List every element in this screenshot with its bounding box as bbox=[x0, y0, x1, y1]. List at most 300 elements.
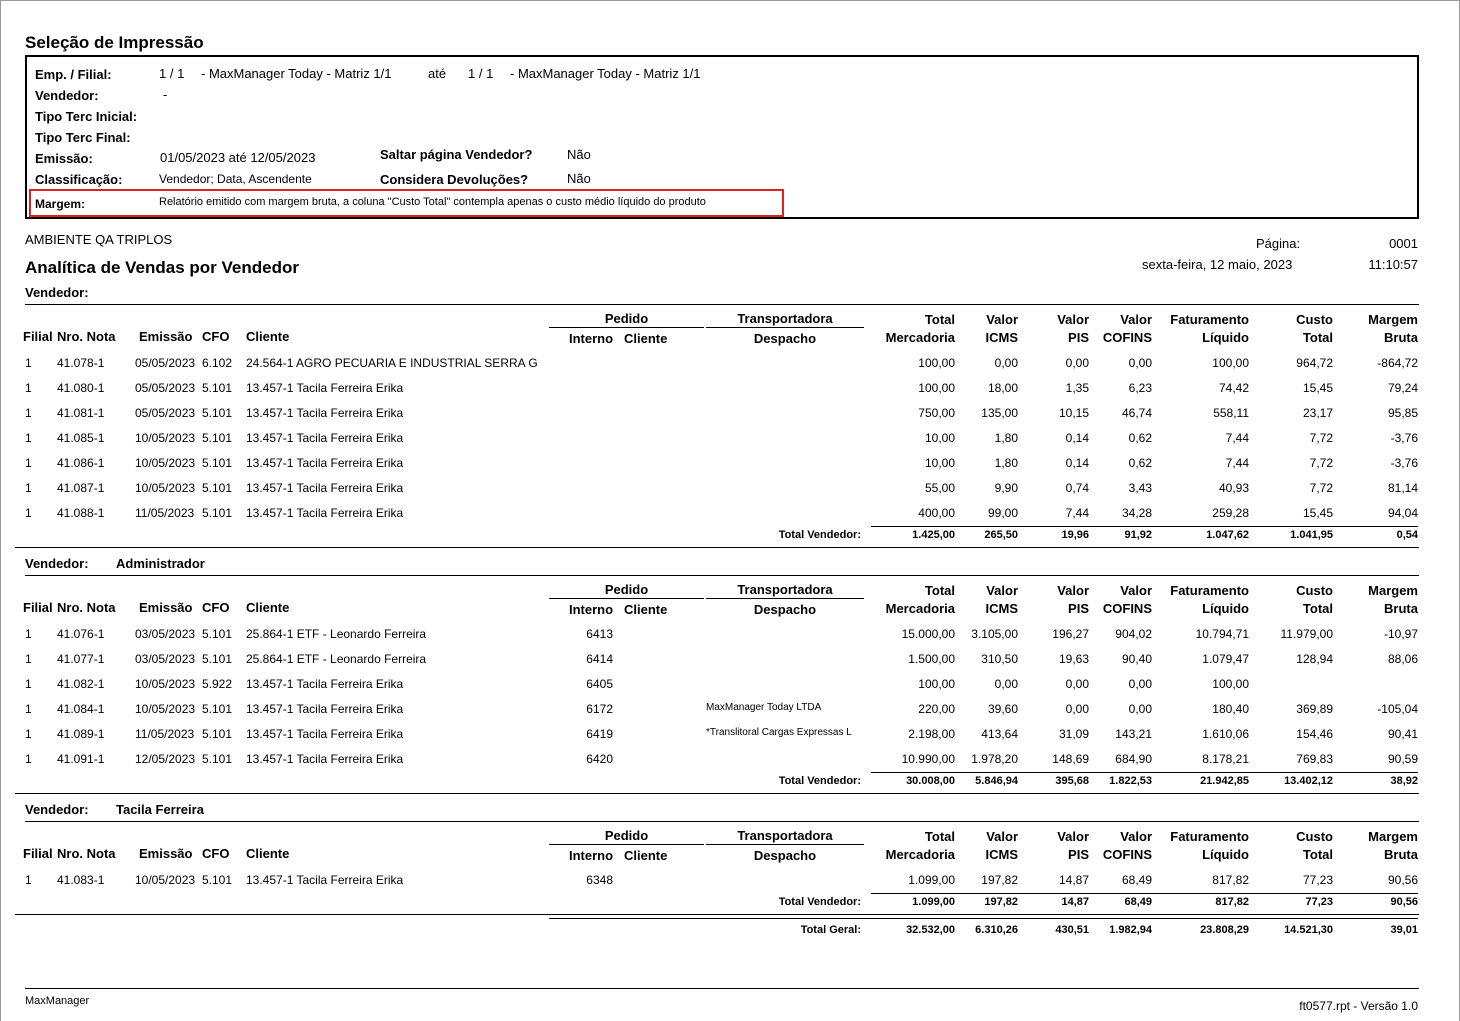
grand-total-mercadoria: 32.532,00 bbox=[906, 924, 955, 936]
cell-liquido: 1.079,47 bbox=[1202, 652, 1249, 666]
cell-filial: 1 bbox=[25, 652, 32, 666]
cell-nro-nota: 41.088-1 bbox=[57, 506, 105, 520]
cell-icms: 1.978,20 bbox=[971, 752, 1018, 766]
cell-cofins: 0,00 bbox=[1128, 702, 1152, 716]
cell-margem: -3,76 bbox=[1390, 456, 1418, 470]
cell-cfo: 6.102 bbox=[202, 356, 233, 370]
col-bruta-header: Bruta bbox=[1384, 601, 1418, 616]
vendedor-label: Vendedor: bbox=[25, 802, 89, 817]
cell-filial: 1 bbox=[25, 356, 32, 370]
cell-mercadoria: 10,00 bbox=[924, 431, 955, 445]
classificacao-label: Classificação: bbox=[35, 172, 123, 187]
pagina-value: 0001 bbox=[1389, 236, 1418, 251]
cell-cfo: 5.101 bbox=[202, 481, 233, 495]
cell-pis: 0,14 bbox=[1065, 431, 1089, 445]
cell-despacho: MaxManager Today LTDA bbox=[706, 702, 822, 713]
col-icms-header: ICMS bbox=[985, 330, 1018, 345]
footer-rule bbox=[25, 988, 1419, 989]
cell-pis: 0,00 bbox=[1065, 356, 1089, 370]
cell-icms: 3.105,00 bbox=[971, 627, 1018, 641]
saltar-pagina-value: Não bbox=[567, 147, 591, 162]
col-pis-header: PIS bbox=[1068, 847, 1089, 862]
cell-cfo: 5.101 bbox=[202, 456, 233, 470]
tipo-terc-final-label: Tipo Terc Final: bbox=[35, 130, 131, 145]
cell-mercadoria: 2.198,00 bbox=[908, 727, 955, 741]
cell-icms: 0,00 bbox=[994, 356, 1018, 370]
col-valor-icms-header: Valor bbox=[986, 312, 1018, 327]
total-vendedor-pis: 14,87 bbox=[1061, 896, 1089, 908]
col-pedido-cliente-header: Cliente bbox=[624, 602, 668, 617]
cell-margem: 88,06 bbox=[1387, 652, 1418, 666]
cell-custo: 964,72 bbox=[1296, 356, 1333, 370]
classificacao-value: Vendedor; Data, Ascendente bbox=[159, 172, 312, 186]
considera-devolucoes-value: Não bbox=[567, 171, 591, 186]
cell-margem: -10,97 bbox=[1383, 627, 1418, 641]
margem-label: Margem: bbox=[35, 197, 86, 211]
cell-cofins: 90,40 bbox=[1121, 652, 1152, 666]
cell-filial: 1 bbox=[25, 727, 32, 741]
cell-custo: 7,72 bbox=[1309, 431, 1333, 445]
grand-total-rule bbox=[549, 918, 1418, 919]
col-cliente-header: Cliente bbox=[246, 846, 290, 861]
col-filial-header: Filial bbox=[23, 329, 53, 344]
grand-total-label: Total Geral: bbox=[800, 924, 861, 936]
emp-from-code: 1 / 1 bbox=[159, 66, 185, 81]
cell-pis: 1,35 bbox=[1065, 381, 1089, 395]
cell-cofins: 0,00 bbox=[1128, 356, 1152, 370]
cell-cofins: 46,74 bbox=[1121, 406, 1152, 420]
cell-interno: 6405 bbox=[586, 677, 613, 691]
cell-pis: 148,69 bbox=[1052, 752, 1089, 766]
report-time: 11:10:57 bbox=[1368, 257, 1418, 272]
cell-emissao: 11/05/2023 bbox=[135, 506, 195, 520]
cell-cofins: 904,02 bbox=[1115, 627, 1152, 641]
total-vendedor-icms: 265,50 bbox=[984, 529, 1018, 541]
cell-cofins: 143,21 bbox=[1115, 727, 1152, 741]
col-despacho-header: Despacho bbox=[753, 848, 817, 863]
cell-cliente: 13.457-1 Tacila Ferreira Erika bbox=[246, 431, 404, 445]
col-despacho-header: Despacho bbox=[753, 602, 817, 617]
grand-total-liquido: 23.808,29 bbox=[1200, 924, 1249, 936]
col-mercadoria-header: Mercadoria bbox=[885, 601, 955, 616]
col-margem-header: Margem bbox=[1368, 829, 1418, 844]
cell-mercadoria: 1.099,00 bbox=[908, 873, 955, 887]
col-icms-header: ICMS bbox=[985, 847, 1018, 862]
cell-custo: 11.979,00 bbox=[1280, 627, 1333, 641]
ambiente-label: AMBIENTE QA TRIPLOS bbox=[25, 232, 173, 247]
group-divider bbox=[15, 914, 1419, 915]
total-vendedor-icms: 197,82 bbox=[984, 896, 1018, 908]
col-pedido-header: Pedido bbox=[604, 582, 649, 597]
cell-liquido: 10.794,71 bbox=[1195, 627, 1249, 641]
cell-cofins: 6,23 bbox=[1128, 381, 1152, 395]
cell-margem: -864,72 bbox=[1377, 356, 1418, 370]
cell-mercadoria: 100,00 bbox=[918, 677, 955, 691]
col-cofins-header: COFINS bbox=[1102, 330, 1152, 345]
cell-pis: 196,27 bbox=[1052, 627, 1089, 641]
emissao-label: Emissão: bbox=[35, 151, 93, 166]
total-vendedor-liquido: 1.047,62 bbox=[1206, 529, 1249, 541]
group-divider bbox=[15, 547, 1419, 548]
cell-liquido: 259,28 bbox=[1212, 506, 1249, 520]
col-margem-header: Margem bbox=[1368, 312, 1418, 327]
grand-total-icms: 6.310,26 bbox=[975, 924, 1018, 936]
transportadora-rule bbox=[706, 327, 864, 328]
cell-cfo: 5.101 bbox=[202, 506, 233, 520]
cell-cofins: 68,49 bbox=[1121, 873, 1152, 887]
considera-devolucoes-label: Considera Devoluções? bbox=[380, 172, 529, 187]
group-divider bbox=[15, 793, 1419, 794]
total-vendedor-cofins: 91,92 bbox=[1124, 529, 1152, 541]
cell-filial: 1 bbox=[25, 752, 32, 766]
emp-from-name: - MaxManager Today - Matriz 1/1 bbox=[201, 66, 392, 81]
cell-cliente: 13.457-1 Tacila Ferreira Erika bbox=[246, 481, 404, 495]
cell-pis: 31,09 bbox=[1058, 727, 1089, 741]
cell-filial: 1 bbox=[25, 873, 32, 887]
cell-liquido: 74,42 bbox=[1218, 381, 1249, 395]
cell-cfo: 5.101 bbox=[202, 752, 233, 766]
cell-mercadoria: 10.990,00 bbox=[901, 752, 955, 766]
cell-nro-nota: 41.086-1 bbox=[57, 456, 105, 470]
col-valor-icms-header: Valor bbox=[986, 829, 1018, 844]
margem-value: Relatório emitido com margem bruta, a coluna "Custo Total" contempla apenas o custo médio líquido do produto bbox=[159, 196, 706, 208]
col-liquido-header: Líquido bbox=[1202, 601, 1249, 616]
col-cofins-header: COFINS bbox=[1102, 847, 1152, 862]
cell-filial: 1 bbox=[25, 406, 32, 420]
total-vendedor-label: Total Vendedor: bbox=[778, 775, 861, 787]
col-emissao-header: Emissão bbox=[139, 329, 193, 344]
cell-mercadoria: 220,00 bbox=[918, 702, 955, 716]
cell-cfo: 5.101 bbox=[202, 381, 233, 395]
total-vendedor-rule bbox=[871, 526, 1418, 527]
cell-cliente: 13.457-1 Tacila Ferreira Erika bbox=[246, 752, 404, 766]
vendedor-rule bbox=[25, 821, 1419, 822]
cell-emissao: 05/05/2023 bbox=[135, 406, 196, 420]
cell-despacho: *Translitoral Cargas Expressas L bbox=[706, 727, 852, 738]
cell-emissao: 03/05/2023 bbox=[135, 652, 196, 666]
cell-nro-nota: 41.085-1 bbox=[57, 431, 105, 445]
col-liquido-header: Líquido bbox=[1202, 330, 1249, 345]
cell-custo: 15,45 bbox=[1302, 506, 1333, 520]
cell-liquido: 817,82 bbox=[1212, 873, 1249, 887]
cell-nro-nota: 41.091-1 bbox=[57, 752, 105, 766]
cell-custo: 369,89 bbox=[1296, 702, 1333, 716]
col-custo-total-header: Total bbox=[1302, 601, 1333, 616]
col-filial-header: Filial bbox=[23, 846, 53, 861]
cell-cliente: 13.457-1 Tacila Ferreira Erika bbox=[246, 702, 404, 716]
selection-title: Seleção de Impressão bbox=[25, 33, 204, 52]
pagina-label: Página: bbox=[1256, 236, 1301, 251]
cell-custo: 77,23 bbox=[1302, 873, 1333, 887]
col-transportadora-header: Transportadora bbox=[737, 311, 833, 326]
cell-pis: 10,15 bbox=[1058, 406, 1089, 420]
total-vendedor-mercadoria: 30.008,00 bbox=[906, 775, 955, 787]
cell-emissao: 10/05/2023 bbox=[135, 702, 196, 716]
cell-custo: 23,17 bbox=[1302, 406, 1333, 420]
total-vendedor-margem: 38,92 bbox=[1390, 775, 1418, 787]
cell-mercadoria: 100,00 bbox=[918, 356, 955, 370]
emissao-value: 01/05/2023 até 12/05/2023 bbox=[160, 150, 316, 165]
cell-cfo: 5.101 bbox=[202, 727, 233, 741]
cell-margem: -105,04 bbox=[1377, 702, 1418, 716]
footer-left: MaxManager bbox=[25, 995, 90, 1007]
cell-emissao: 10/05/2023 bbox=[135, 481, 196, 495]
col-bruta-header: Bruta bbox=[1384, 330, 1418, 345]
cell-margem: 95,85 bbox=[1387, 406, 1418, 420]
vendedor-name: Tacila Ferreira bbox=[116, 802, 204, 817]
cell-icms: 135,00 bbox=[981, 406, 1018, 420]
col-icms-header: ICMS bbox=[985, 601, 1018, 616]
cell-nro-nota: 41.082-1 bbox=[57, 677, 105, 691]
cell-cfo: 5.101 bbox=[202, 652, 233, 666]
cell-interno: 6414 bbox=[586, 652, 613, 666]
total-vendedor-pis: 395,68 bbox=[1055, 775, 1089, 787]
cell-liquido: 7,44 bbox=[1225, 456, 1249, 470]
transportadora-rule bbox=[706, 844, 864, 845]
col-faturamento-header: Faturamento bbox=[1170, 583, 1249, 598]
col-total-header: Total bbox=[924, 829, 955, 844]
cell-custo: 128,94 bbox=[1296, 652, 1333, 666]
col-custo-header: Custo bbox=[1296, 312, 1333, 327]
col-faturamento-header: Faturamento bbox=[1170, 312, 1249, 327]
col-cfo-header: CFO bbox=[202, 329, 230, 344]
cell-emissao: 11/05/2023 bbox=[135, 727, 195, 741]
cell-icms: 197,82 bbox=[981, 873, 1018, 887]
cell-icms: 18,00 bbox=[987, 381, 1018, 395]
total-vendedor-rule bbox=[871, 893, 1418, 894]
col-mercadoria-header: Mercadoria bbox=[885, 847, 955, 862]
col-liquido-header: Líquido bbox=[1202, 847, 1249, 862]
cell-cofins: 0,00 bbox=[1128, 677, 1152, 691]
cell-liquido: 100,00 bbox=[1212, 356, 1249, 370]
grand-total-pis: 430,51 bbox=[1055, 924, 1089, 936]
vendedor-label: Vendedor: bbox=[25, 285, 89, 300]
cell-nro-nota: 41.077-1 bbox=[57, 652, 105, 666]
col-valor-cofins-header: Valor bbox=[1120, 829, 1152, 844]
saltar-pagina-label: Saltar página Vendedor? bbox=[380, 147, 533, 162]
cell-nro-nota: 41.081-1 bbox=[57, 406, 105, 420]
cell-pis: 0,74 bbox=[1065, 481, 1089, 495]
total-vendedor-liquido: 21.942,85 bbox=[1200, 775, 1249, 787]
cell-liquido: 7,44 bbox=[1225, 431, 1249, 445]
cell-cliente: 13.457-1 Tacila Ferreira Erika bbox=[246, 406, 404, 420]
cell-liquido: 180,40 bbox=[1212, 702, 1249, 716]
cell-emissao: 10/05/2023 bbox=[135, 677, 196, 691]
cell-icms: 0,00 bbox=[994, 677, 1018, 691]
col-transportadora-header: Transportadora bbox=[737, 828, 833, 843]
cell-margem: 81,14 bbox=[1387, 481, 1418, 495]
col-pedido-header: Pedido bbox=[604, 828, 649, 843]
cell-cliente: 24.564-1 AGRO PECUARIA E INDUSTRIAL SERRA G bbox=[246, 356, 538, 370]
total-vendedor-liquido: 817,82 bbox=[1215, 896, 1249, 908]
cell-nro-nota: 41.076-1 bbox=[57, 627, 105, 641]
col-margem-header: Margem bbox=[1368, 583, 1418, 598]
col-custo-header: Custo bbox=[1296, 829, 1333, 844]
col-pis-header: PIS bbox=[1068, 330, 1089, 345]
col-mercadoria-header: Mercadoria bbox=[885, 330, 955, 345]
total-vendedor-mercadoria: 1.099,00 bbox=[912, 896, 955, 908]
cell-pis: 0,00 bbox=[1065, 702, 1089, 716]
col-cliente-header: Cliente bbox=[246, 600, 290, 615]
cell-cliente: 13.457-1 Tacila Ferreira Erika bbox=[246, 506, 404, 520]
total-vendedor-pis: 19,96 bbox=[1061, 529, 1089, 541]
cell-pis: 14,87 bbox=[1058, 873, 1089, 887]
cell-filial: 1 bbox=[25, 627, 32, 641]
cell-filial: 1 bbox=[25, 677, 32, 691]
cell-icms: 413,64 bbox=[981, 727, 1018, 741]
cell-interno: 6172 bbox=[586, 702, 613, 716]
cell-emissao: 12/05/2023 bbox=[135, 752, 196, 766]
cell-interno: 6420 bbox=[586, 752, 613, 766]
cell-mercadoria: 100,00 bbox=[918, 381, 955, 395]
col-pedido-cliente-header: Cliente bbox=[624, 331, 668, 346]
cell-icms: 39,60 bbox=[987, 702, 1018, 716]
pedido-rule bbox=[549, 844, 704, 845]
col-emissao-header: Emissão bbox=[139, 846, 193, 861]
col-filial-header: Filial bbox=[23, 600, 53, 615]
vendedor-rule bbox=[25, 304, 1419, 305]
cell-cliente: 25.864-1 ETF - Leonardo Ferreira bbox=[246, 652, 427, 666]
cell-mercadoria: 55,00 bbox=[924, 481, 955, 495]
cell-custo: 769,83 bbox=[1296, 752, 1333, 766]
grand-total-cofins: 1.982,94 bbox=[1109, 924, 1152, 936]
cell-emissao: 05/05/2023 bbox=[135, 381, 196, 395]
cell-liquido: 1.610,06 bbox=[1202, 727, 1249, 741]
cell-cofins: 3,43 bbox=[1128, 481, 1152, 495]
total-vendedor-label: Total Vendedor: bbox=[778, 896, 861, 908]
transportadora-rule bbox=[706, 598, 864, 599]
cell-nro-nota: 41.080-1 bbox=[57, 381, 105, 395]
total-vendedor-rule bbox=[871, 772, 1418, 773]
cell-cofins: 0,62 bbox=[1128, 431, 1152, 445]
cell-nro-nota: 41.084-1 bbox=[57, 702, 105, 716]
cell-icms: 9,90 bbox=[994, 481, 1018, 495]
col-cofins-header: COFINS bbox=[1102, 601, 1152, 616]
cell-margem: 90,59 bbox=[1387, 752, 1418, 766]
cell-interno: 6348 bbox=[586, 873, 613, 887]
total-vendedor-icms: 5.846,94 bbox=[975, 775, 1018, 787]
cell-cfo: 5.101 bbox=[202, 702, 233, 716]
cell-margem: 90,56 bbox=[1387, 873, 1418, 887]
cell-nro-nota: 41.078-1 bbox=[57, 356, 105, 370]
pedido-rule bbox=[549, 598, 704, 599]
col-custo-total-header: Total bbox=[1302, 847, 1333, 862]
cell-cfo: 5.101 bbox=[202, 873, 233, 887]
cell-emissao: 10/05/2023 bbox=[135, 456, 196, 470]
cell-margem: 90,41 bbox=[1387, 727, 1418, 741]
col-pis-header: PIS bbox=[1068, 601, 1089, 616]
cell-cofins: 0,62 bbox=[1128, 456, 1152, 470]
cell-cliente: 13.457-1 Tacila Ferreira Erika bbox=[246, 381, 404, 395]
col-valor-icms-header: Valor bbox=[986, 583, 1018, 598]
cell-margem: 94,04 bbox=[1387, 506, 1418, 520]
cell-custo: 154,46 bbox=[1296, 727, 1333, 741]
cell-liquido: 558,11 bbox=[1213, 406, 1249, 420]
col-valor-pis-header: Valor bbox=[1057, 312, 1089, 327]
cell-liquido: 100,00 bbox=[1212, 677, 1249, 691]
pedido-rule bbox=[549, 327, 704, 328]
cell-margem: 79,24 bbox=[1387, 381, 1418, 395]
cell-filial: 1 bbox=[25, 431, 32, 445]
col-bruta-header: Bruta bbox=[1384, 847, 1418, 862]
col-transportadora-header: Transportadora bbox=[737, 582, 833, 597]
cell-icms: 99,00 bbox=[987, 506, 1018, 520]
vendedor-name: Administrador bbox=[116, 556, 205, 571]
cell-pis: 7,44 bbox=[1065, 506, 1089, 520]
total-vendedor-cofins: 1.822,53 bbox=[1109, 775, 1152, 787]
cell-mercadoria: 15.000,00 bbox=[901, 627, 955, 641]
cell-emissao: 05/05/2023 bbox=[135, 356, 196, 370]
cell-cofins: 34,28 bbox=[1121, 506, 1152, 520]
cell-nro-nota: 41.083-1 bbox=[57, 873, 105, 887]
cell-emissao: 10/05/2023 bbox=[135, 431, 196, 445]
total-vendedor-custo: 13.402,12 bbox=[1284, 775, 1333, 787]
col-custo-header: Custo bbox=[1296, 583, 1333, 598]
col-pedido-cliente-header: Cliente bbox=[624, 848, 668, 863]
cell-pis: 0,00 bbox=[1065, 677, 1089, 691]
cell-mercadoria: 10,00 bbox=[924, 456, 955, 470]
col-nro-nota-header: Nro. Nota bbox=[57, 329, 116, 344]
cell-liquido: 8.178,21 bbox=[1202, 752, 1249, 766]
cell-emissao: 03/05/2023 bbox=[135, 627, 196, 641]
emp-filial-label: Emp. / Filial: bbox=[35, 67, 112, 82]
total-vendedor-custo: 1.041,95 bbox=[1290, 529, 1333, 541]
col-valor-cofins-header: Valor bbox=[1120, 312, 1152, 327]
col-valor-cofins-header: Valor bbox=[1120, 583, 1152, 598]
col-cfo-header: CFO bbox=[202, 846, 230, 861]
report-date: sexta-feira, 12 maio, 2023 bbox=[1142, 257, 1293, 272]
cell-interno: 6413 bbox=[586, 627, 613, 641]
col-emissao-header: Emissão bbox=[139, 600, 193, 615]
cell-margem: -3,76 bbox=[1390, 431, 1418, 445]
cell-cliente: 13.457-1 Tacila Ferreira Erika bbox=[246, 456, 404, 470]
cell-filial: 1 bbox=[25, 506, 32, 520]
total-vendedor-mercadoria: 1.425,00 bbox=[912, 529, 955, 541]
col-interno-header: Interno bbox=[569, 602, 614, 617]
cell-icms: 310,50 bbox=[981, 652, 1018, 666]
col-faturamento-header: Faturamento bbox=[1170, 829, 1249, 844]
col-valor-pis-header: Valor bbox=[1057, 583, 1089, 598]
cell-cfo: 5.101 bbox=[202, 406, 233, 420]
total-vendedor-margem: 0,54 bbox=[1396, 529, 1418, 541]
cell-filial: 1 bbox=[25, 456, 32, 470]
col-valor-pis-header: Valor bbox=[1057, 829, 1089, 844]
tipo-terc-inicial-label: Tipo Terc Inicial: bbox=[35, 109, 138, 124]
cell-pis: 0,14 bbox=[1065, 456, 1089, 470]
col-pedido-header: Pedido bbox=[604, 311, 649, 326]
emp-to-code: 1 / 1 bbox=[468, 66, 494, 81]
grand-total-margem: 39,01 bbox=[1390, 924, 1418, 936]
cell-custo: 7,72 bbox=[1309, 456, 1333, 470]
col-cfo-header: CFO bbox=[202, 600, 230, 615]
grand-total-custo: 14.521,30 bbox=[1284, 924, 1333, 936]
cell-cofins: 684,90 bbox=[1115, 752, 1152, 766]
cell-mercadoria: 400,00 bbox=[918, 506, 955, 520]
cell-cfo: 5.101 bbox=[202, 627, 233, 641]
cell-custo: 15,45 bbox=[1302, 381, 1333, 395]
total-vendedor-cofins: 68,49 bbox=[1124, 896, 1152, 908]
cell-mercadoria: 750,00 bbox=[918, 406, 955, 420]
col-total-header: Total bbox=[924, 312, 955, 327]
cell-nro-nota: 41.087-1 bbox=[57, 481, 105, 495]
col-cliente-header: Cliente bbox=[246, 329, 290, 344]
cell-nro-nota: 41.089-1 bbox=[57, 727, 105, 741]
cell-cliente: 13.457-1 Tacila Ferreira Erika bbox=[246, 873, 404, 887]
cell-cliente: 25.864-1 ETF - Leonardo Ferreira bbox=[246, 627, 427, 641]
col-custo-total-header: Total bbox=[1302, 330, 1333, 345]
footer-right: ft0577.rpt - Versão 1.0 bbox=[1299, 999, 1418, 1013]
total-vendedor-label: Total Vendedor: bbox=[778, 529, 861, 541]
